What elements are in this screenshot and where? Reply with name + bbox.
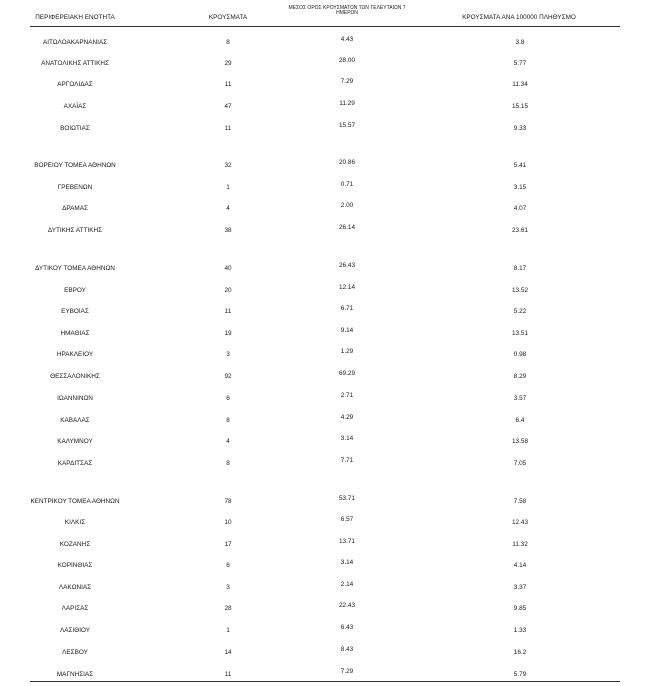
cell-region: ΛΑΡΙΣΑΣ — [61, 605, 89, 612]
table-row — [0, 540, 650, 550]
cell-cases: 1 — [226, 627, 230, 634]
cell-cases: 1 — [226, 184, 230, 191]
table-row — [0, 604, 650, 614]
cell-cases: 11 — [224, 308, 232, 315]
cell-cases: 11 — [224, 81, 232, 88]
cell-mean-7-days: 26.14 — [339, 224, 355, 231]
cell-cases: 11 — [224, 125, 232, 132]
cell-mean-7-days: 2.14 — [340, 581, 354, 588]
cell-cases: 8 — [226, 417, 230, 424]
header-mean-7-days: ΜΕΣΟΣ ΟΡΟΣ ΚΡΟΥΣΜΑΤΩΝ ΤΩΝ ΤΕΛΕΥΤΑΙΩΝ 7 ΗΜΕΡΩΝ — [288, 5, 406, 17]
cell-region: ΚΑΡΔΙΤΣΑΣ — [57, 460, 93, 467]
header-cases: ΚΡΟΥΣΜΑΤΑ — [208, 14, 248, 21]
cell-cases-per-100k: 5.22 — [513, 308, 527, 315]
table-row — [0, 459, 650, 469]
cell-mean-7-days: 22.43 — [339, 602, 355, 609]
cell-region: ΚΑΛΥΜΝΟΥ — [57, 438, 93, 445]
cell-cases: 3 — [226, 584, 230, 591]
cell-cases: 92 — [224, 373, 232, 380]
cell-region: ΚΑΒΑΛΑΣ — [60, 417, 90, 424]
table-row — [0, 329, 650, 339]
table-row — [0, 350, 650, 360]
cell-cases-per-100k: 7.58 — [513, 498, 527, 505]
cell-mean-7-days: 26.43 — [339, 262, 355, 269]
table-row — [0, 583, 650, 593]
cell-cases-per-100k: 13.58 — [512, 438, 528, 445]
cell-mean-7-days: 9.14 — [340, 327, 354, 334]
cell-cases: 14 — [224, 649, 232, 656]
cell-cases-per-100k: 16.2 — [513, 649, 527, 656]
cell-mean-7-days: 6.71 — [340, 305, 354, 312]
cell-cases-per-100k: 8.17 — [513, 265, 527, 272]
cell-cases: 6 — [226, 395, 230, 402]
table-row — [0, 38, 650, 48]
cell-cases-per-100k: 5.79 — [513, 671, 527, 678]
cell-mean-7-days: 7.29 — [340, 78, 354, 85]
table-row — [0, 497, 650, 507]
cell-cases-per-100k: 3.15 — [513, 184, 527, 191]
cell-cases-per-100k: 9.33 — [513, 125, 527, 132]
cell-mean-7-days: 6.57 — [340, 516, 354, 523]
cell-mean-7-days: 2.71 — [340, 392, 354, 399]
cell-cases: 32 — [224, 162, 232, 169]
cell-cases-per-100k: 3.37 — [513, 584, 527, 591]
table-header — [0, 0, 650, 32]
table-row — [0, 416, 650, 426]
footer-divider — [30, 681, 620, 682]
table-row — [0, 394, 650, 404]
cell-region: ΚΟΖΑΝΗΣ — [59, 541, 91, 548]
cell-mean-7-days: 20.86 — [339, 159, 355, 166]
cell-region: ΑΙΤΩΛΟΑΚΑΡΝΑΝΙΑΣ — [42, 39, 108, 46]
cell-mean-7-days: 8.43 — [340, 646, 354, 653]
cell-cases-per-100k: 8.29 — [513, 373, 527, 380]
cell-cases: 20 — [224, 287, 232, 294]
table-row — [0, 80, 650, 90]
cell-region: ΑΡΓΟΛΙΔΑΣ — [57, 81, 93, 88]
cell-mean-7-days: 0.71 — [340, 181, 354, 188]
cell-cases-per-100k: 5.41 — [513, 162, 527, 169]
cell-region: ΗΜΑΘΙΑΣ — [60, 330, 90, 337]
cell-region: ΒΟΙΩΤΙΑΣ — [60, 125, 90, 132]
table-row — [0, 307, 650, 317]
table-row — [0, 183, 650, 193]
cell-region: ΑΧΑΪΑΣ — [63, 103, 87, 110]
table-row — [0, 204, 650, 214]
cell-cases-per-100k: 3.8 — [515, 39, 525, 46]
table-row — [0, 670, 650, 680]
cell-cases: 38 — [224, 227, 232, 234]
cell-cases-per-100k: 0.98 — [513, 351, 527, 358]
cell-cases-per-100k: 7.05 — [513, 460, 527, 467]
cell-cases-per-100k: 1.33 — [513, 627, 527, 634]
cell-mean-7-days: 28.00 — [339, 57, 355, 64]
cell-cases: 78 — [224, 498, 232, 505]
cell-mean-7-days: 6.43 — [340, 624, 354, 631]
cell-cases: 17 — [224, 541, 232, 548]
cell-mean-7-days: 4.29 — [340, 414, 354, 421]
cell-region: ΚΙΛΚΙΣ — [64, 519, 86, 526]
cell-cases: 8 — [226, 39, 230, 46]
cell-region: ΚΟΡΙΝΘΙΑΣ — [57, 562, 93, 569]
table-row — [0, 264, 650, 274]
cell-mean-7-days: 7.29 — [340, 668, 354, 675]
cell-region: ΔΥΤΙΚΗΣ ΑΤΤΙΚΗΣ — [47, 227, 103, 234]
table-row — [0, 437, 650, 447]
cell-cases: 47 — [224, 103, 232, 110]
cell-cases-per-100k: 9.85 — [513, 605, 527, 612]
header-divider — [30, 26, 620, 27]
cell-region: ΔΡΑΜΑΣ — [62, 205, 88, 212]
cell-mean-7-days: 69.29 — [339, 370, 355, 377]
cell-mean-7-days: 13.71 — [339, 538, 355, 545]
cell-cases: 28 — [224, 605, 232, 612]
cell-mean-7-days: 15.57 — [339, 122, 355, 129]
cell-region: ΜΑΓΝΗΣΙΑΣ — [56, 671, 94, 678]
cell-mean-7-days: 3.14 — [340, 435, 354, 442]
cell-mean-7-days: 1.29 — [340, 348, 354, 355]
table-row — [0, 161, 650, 171]
cell-region: ΔΥΤΙΚΟΥ ΤΟΜΕΑ ΑΘΗΝΩΝ — [35, 265, 115, 272]
cell-region: ΒΟΡΕΙΟΥ ΤΟΜΕΑ ΑΘΗΝΩΝ — [34, 162, 116, 169]
cell-region: ΕΥΒΟΙΑΣ — [61, 308, 89, 315]
cell-cases-per-100k: 3.57 — [513, 395, 527, 402]
cell-mean-7-days: 11.29 — [339, 100, 355, 107]
cell-cases: 29 — [224, 60, 232, 67]
cell-cases-per-100k: 11.34 — [512, 81, 528, 88]
header-region: ΠΕΡΙΦΕΡΕΙΑΚΗ ΕΝΟΤΗΤΑ — [35, 14, 115, 21]
table-row — [0, 626, 650, 636]
table-row — [0, 518, 650, 528]
cell-mean-7-days: 53.71 — [339, 495, 355, 502]
cell-cases-per-100k: 5.77 — [513, 60, 527, 67]
cell-cases: 19 — [224, 330, 232, 337]
cell-region: ΛΕΣΒΟΥ — [62, 649, 88, 656]
cell-cases-per-100k: 12.43 — [512, 519, 528, 526]
header-cases-per-100k: ΚΡΟΥΣΜΑΤΑ ΑΝΑ 100000 ΠΛΗΘΥΣΜΟ — [462, 14, 576, 21]
table-row — [0, 372, 650, 382]
cell-region: ΚΕΝΤΡΙΚΟΥ ΤΟΜΕΑ ΑΘΗΝΩΝ — [30, 498, 120, 505]
cell-mean-7-days: 4.43 — [340, 36, 354, 43]
table-row — [0, 561, 650, 571]
cell-cases-per-100k: 11.32 — [512, 541, 528, 548]
cell-mean-7-days: 2.00 — [340, 202, 354, 209]
cell-mean-7-days: 3.14 — [340, 559, 354, 566]
cell-cases: 3 — [226, 351, 230, 358]
cell-region: ΕΒΡΟΥ — [64, 287, 86, 294]
cell-region: ΑΝΑΤΟΛΙΚΗΣ ΑΤΤΙΚΗΣ — [41, 60, 109, 67]
table-row — [0, 59, 650, 69]
cell-cases-per-100k: 23.61 — [512, 227, 528, 234]
cell-region: ΛΑΚΩΝΙΑΣ — [58, 584, 92, 591]
cell-cases: 4 — [226, 438, 230, 445]
cell-cases-per-100k: 6.4 — [515, 417, 525, 424]
cell-region: ΙΩΑΝΝΙΝΩΝ — [57, 395, 93, 402]
cell-region: ΛΑΣΙΘΙΟΥ — [59, 627, 91, 634]
cell-cases-per-100k: 15.15 — [512, 103, 528, 110]
table-row — [0, 286, 650, 296]
cell-cases: 11 — [224, 671, 232, 678]
cell-region: ΘΕΣΣΑΛΟΝΙΚΗΣ — [50, 373, 100, 380]
cell-cases: 40 — [224, 265, 232, 272]
cell-cases: 10 — [224, 519, 232, 526]
cell-cases-per-100k: 4.14 — [513, 562, 527, 569]
table-row — [0, 124, 650, 134]
cell-cases-per-100k: 13.51 — [512, 330, 528, 337]
cell-cases-per-100k: 13.52 — [512, 287, 528, 294]
cell-mean-7-days: 12.14 — [339, 284, 355, 291]
cell-cases: 8 — [226, 460, 230, 467]
cell-region: ΓΡΕΒΕΝΩΝ — [57, 184, 93, 191]
table-row — [0, 226, 650, 236]
table-row — [0, 648, 650, 658]
cell-mean-7-days: 7.71 — [340, 457, 354, 464]
cell-region: ΗΡΑΚΛΕΙΟΥ — [56, 351, 94, 358]
cell-cases: 4 — [226, 205, 230, 212]
cell-cases-per-100k: 4.07 — [513, 205, 527, 212]
table-row — [0, 102, 650, 112]
cell-cases: 6 — [226, 562, 230, 569]
